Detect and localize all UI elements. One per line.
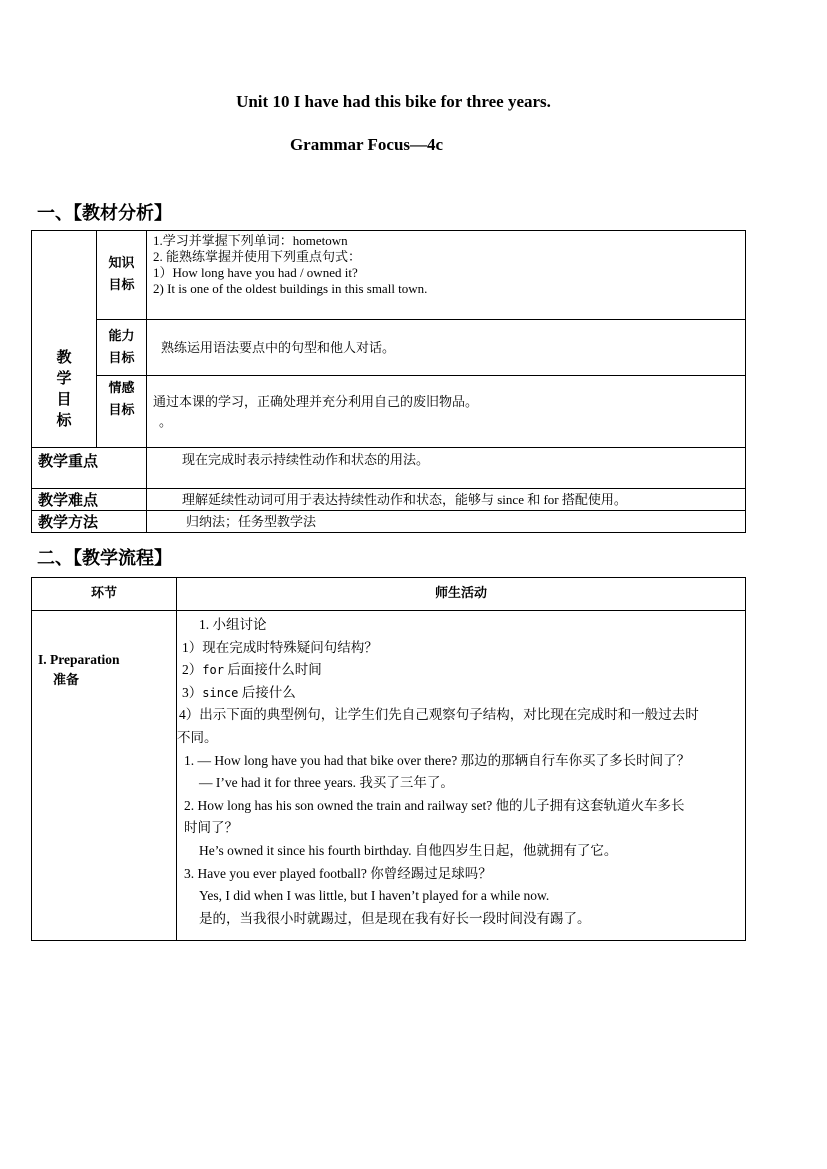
document-subtitle: Grammar Focus—4c xyxy=(289,135,444,154)
activity-cell xyxy=(177,611,746,941)
emotion-goal-content: 通过本课的学习，正确处理并充分利用自己的废旧物品。 。 xyxy=(147,376,746,448)
activity-line: 不同。 xyxy=(177,729,218,745)
activity-line: 1. — How long have you had that bike over there? 那边的那辆自行车你买了多长时间了？ xyxy=(184,752,691,768)
activity-line: 时间了？ xyxy=(184,820,238,836)
key-point-label: 教学重点 xyxy=(32,448,147,489)
activity-line: Yes, I did when I was little, but I haven’t played for a while now. xyxy=(199,888,550,904)
difficult-point-label: 教学难点 xyxy=(32,489,147,511)
ability-goal-label: 能力 目标 xyxy=(97,320,147,376)
activity-line: 是的，当我很小时就踢过，但是现在我有好长一段时间没有踢了。 xyxy=(199,910,591,926)
activity-line: He’s owned it since his fourth birthday. 自他四岁生日起，他就拥有了它。 xyxy=(199,842,618,858)
stage-name-cn: 准备 xyxy=(53,673,80,688)
activity-line: 2. How long has his son owned the train and railway set? 他的儿子拥有这套轨道火车多长 xyxy=(184,797,685,813)
activity-line: 1）现在完成时特殊疑问句结构？ xyxy=(182,639,378,655)
emotion-goal-label: 情感 目标 xyxy=(97,376,147,448)
activity-line: 2）for 后面接什么时间 xyxy=(182,662,322,678)
difficult-point-content: 理解延续性动词可用于表达持续性动作和状态，能够与 since 和 for 搭配使用。 xyxy=(147,489,746,511)
activity-line: 1. 小组讨论 xyxy=(199,617,267,632)
flow-header-stage: 环节 xyxy=(32,578,177,611)
stage-name: I. Preparation xyxy=(38,652,120,667)
activity-line: 4）出示下面的典型例句，让学生们先自己观察句子结构，对比现在完成时和一般过去时 xyxy=(179,707,699,723)
knowledge-goal-label: 知识 目标 xyxy=(97,231,147,320)
flow-header-activity: 师生活动 xyxy=(177,578,746,611)
analysis-table xyxy=(31,230,746,533)
activity-line: — I’ve had it for three years. 我买了三年了。 xyxy=(199,775,454,791)
flow-table xyxy=(31,577,746,941)
method-content: 归纳法；任务型教学法 xyxy=(147,511,746,533)
document-title: Unit 10 I have had this bike for three years. xyxy=(236,92,551,111)
activity-line: 3）since 后接什么 xyxy=(182,684,296,700)
stage-cell xyxy=(32,611,177,941)
key-point-content: 现在完成时表示持续性动作和状态的用法。 xyxy=(147,448,746,489)
teaching-goals-label: 教 学 目 标 xyxy=(32,231,97,448)
section-heading-flow: 二、【教学流程】 xyxy=(37,548,172,569)
knowledge-goal-content: 1.学习并掌握下列单词：hometown 2. 能熟练掌握并使用下列重点句式： 1）How long have you had / owned it? 2) It is one of the oldest buildings in this small town. xyxy=(147,231,746,320)
section-heading-analysis: 一、【教材分析】 xyxy=(37,203,172,224)
ability-goal-content: 熟练运用语法要点中的句型和他人对话。 xyxy=(147,320,746,376)
method-label: 教学方法 xyxy=(32,511,147,533)
activity-line: 3. Have you ever played football? 你曾经踢过足球吗？ xyxy=(184,865,492,881)
